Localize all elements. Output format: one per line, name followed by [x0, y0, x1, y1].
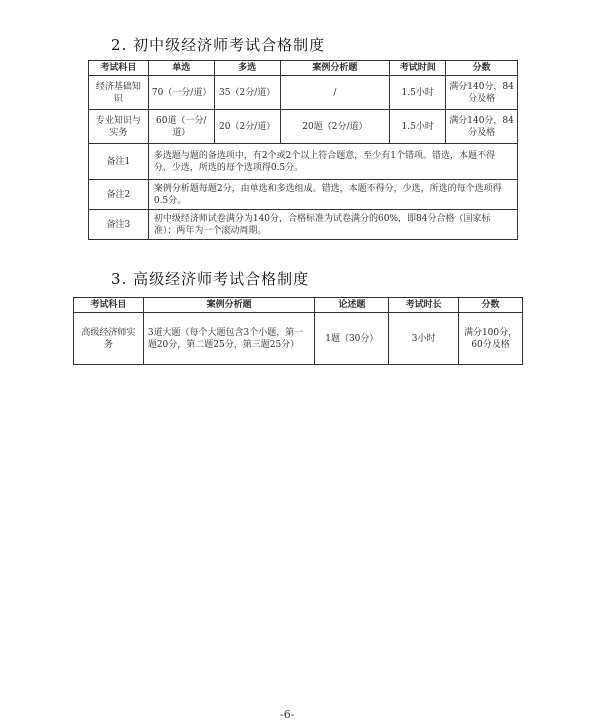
- header-cell: 分数: [446, 61, 518, 76]
- note-text: 案例分析题每题2分，由单选和多选组成。错选，本题不得分，少选，所选的每个选项得0.5分。: [148, 180, 517, 210]
- section-title-senior: 3. 高级经济师考试合格制度: [111, 270, 310, 288]
- table-header-row: [89, 61, 518, 76]
- header-cell: 案例分析题: [280, 61, 390, 76]
- table-cell: 经济基础知识: [89, 76, 149, 110]
- table-cell: 20（2分/道）: [214, 110, 280, 144]
- senior-exam-table: [73, 297, 523, 365]
- table-cell: 1.5小时: [390, 110, 446, 144]
- table-cell: 满分140分，84分及格: [446, 110, 518, 144]
- table-cell: 满分140分，84分及格: [446, 76, 518, 110]
- note-row: [89, 144, 518, 180]
- table-cell: 高级经济师实务: [74, 313, 144, 365]
- header-cell: 论述题: [315, 298, 389, 313]
- table-row: [89, 76, 518, 110]
- table-cell: 20题（2分/道）: [280, 110, 390, 144]
- table-cell: 60道（一分/道）: [148, 110, 214, 144]
- table-cell: 3道大题（每个大题包含3个小题，第一题20分，第二题25分，第三题25分）: [143, 313, 315, 365]
- note-label: 备注2: [89, 180, 149, 210]
- header-cell: 单选: [148, 61, 214, 76]
- header-cell: 考试时间: [390, 61, 446, 76]
- header-cell: 案例分析题: [143, 298, 315, 313]
- header-cell: 考试科目: [74, 298, 144, 313]
- table-cell: 满分100分，60分及格: [459, 313, 523, 365]
- section-title-intermediate: 2. 初中级经济师考试合格制度: [111, 36, 326, 54]
- table-cell: 1.5小时: [390, 76, 446, 110]
- table-cell: 70（一分/道）: [148, 76, 214, 110]
- header-cell: 考试时长: [389, 298, 459, 313]
- table-row: [89, 110, 518, 144]
- note-text: 初中级经济师试卷满分为140分，合格标准为试卷满分的60%，即84分合格（国家标准）；两年为一个滚动周期。: [148, 210, 517, 240]
- table-cell: /: [280, 76, 390, 110]
- table-header-row: [74, 298, 523, 313]
- note-text: 多选题与题的备选项中，有2个或2个以上符合题意，至少有1个错项。错选，本题不得分，少选，所选的每个选项得0.5分。: [148, 144, 517, 180]
- note-row: [89, 210, 518, 240]
- header-cell: 多选: [214, 61, 280, 76]
- table-cell: 3小时: [389, 313, 459, 365]
- table-cell: 专业知识与实务: [89, 110, 149, 144]
- intermediate-exam-table: [88, 60, 518, 240]
- table-row: [74, 313, 523, 365]
- note-label: 备注3: [89, 210, 149, 240]
- header-cell: 考试科目: [89, 61, 149, 76]
- note-label: 备注1: [89, 144, 149, 180]
- table-cell: 35（2分/道）: [214, 76, 280, 110]
- page-number: -6-: [280, 708, 295, 721]
- note-row: [89, 180, 518, 210]
- table-cell: 1题（30分）: [315, 313, 389, 365]
- header-cell: 分数: [459, 298, 523, 313]
